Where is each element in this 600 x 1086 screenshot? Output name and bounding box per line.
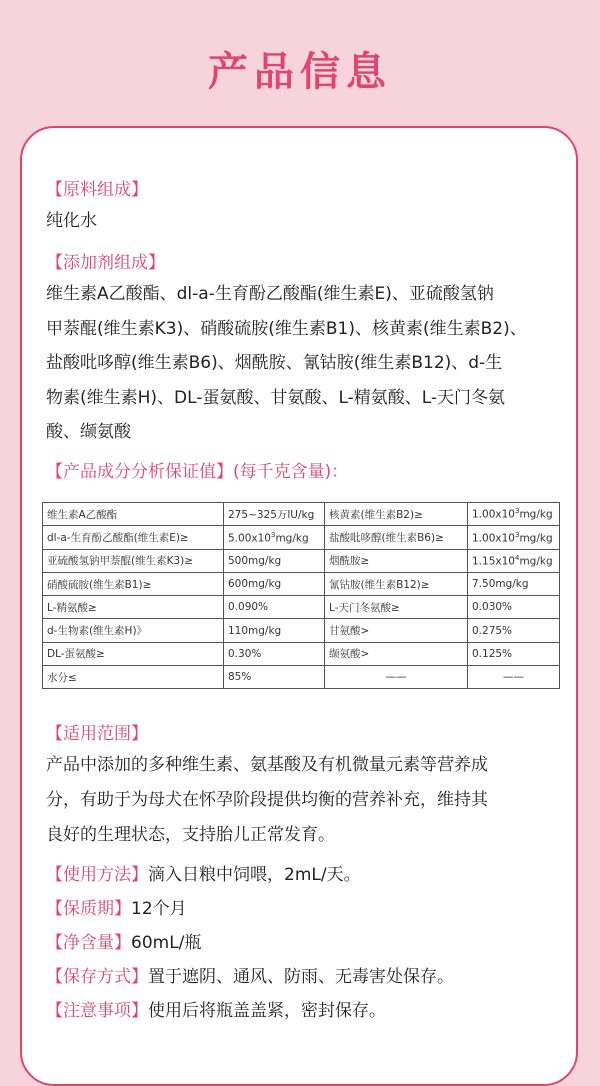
notes-row [46, 997, 558, 1025]
cell-exponent: 3 [514, 530, 520, 539]
table-row [43, 642, 560, 665]
table-cell: d-生物素(维生素H)》 [43, 619, 224, 642]
table-cell: 600mg/kg [224, 572, 325, 595]
cell-value: 5.00x10 [228, 532, 271, 545]
table-cell: 甘氨酸> [325, 619, 468, 642]
additives-section [46, 249, 558, 450]
table-cell: 500mg/kg [224, 549, 325, 572]
table-cell: —— [468, 666, 560, 689]
cell-exponent: 3 [514, 507, 520, 516]
ingredients-section [46, 176, 558, 238]
cell-unit: mg/kg [519, 555, 553, 568]
table-cell: 85% [224, 666, 325, 689]
cell-value: 1.15x10 [472, 555, 515, 568]
table-cell: 275~325万lU/kg [224, 503, 325, 526]
net-content-row [46, 929, 558, 957]
table-cell [468, 526, 560, 549]
scope-label: 【适用范围】 [46, 724, 148, 744]
shelf-life-value: 12个月 [131, 899, 187, 919]
additives-label: 【添加剂组成】 [46, 253, 165, 273]
table-row [43, 572, 560, 595]
additives-line: 盐酸吡哆醇(维生素B6)、烟酰胺、氰钴胺(维生素B12)、d-生 [46, 353, 503, 373]
analysis-heading [46, 458, 558, 486]
additives-text [46, 277, 558, 450]
notes-value: 使用后将瓶盖盖紧，密封保存。 [148, 1001, 386, 1021]
table-cell: 核黄素(维生素B2)≥ [325, 503, 468, 526]
table-cell: 亚硫酸氢钠甲萘醌(维生素K3)≥ [43, 549, 224, 572]
table-cell: 硝酸硫胺(维生素B1)≥ [43, 572, 224, 595]
table-cell [224, 526, 325, 549]
additives-line: 甲萘醌(维生素K3)、硝酸硫胺(维生素B1)、核黄素(维生素B2)、 [46, 318, 527, 339]
table-row [43, 619, 560, 642]
table-row [43, 549, 560, 572]
cell-value: 1.00x10 [472, 508, 515, 521]
storage-label: 【保存方式】 [46, 967, 148, 987]
ingredients-label: 【原料组成】 [46, 180, 148, 200]
analysis-table [42, 502, 560, 689]
table-cell: 0.030% [468, 596, 560, 619]
table-row [43, 596, 560, 619]
scope-line: 良好的生理状态，支持胎儿正常发育。 [46, 825, 335, 845]
cell-value: 1.00x10 [472, 532, 515, 545]
table-cell [468, 549, 560, 572]
table-cell: 0.125% [468, 642, 560, 665]
analysis-note: (每千克含量)： [233, 462, 349, 482]
table-cell: 氰钴胺(维生素B12)≥ [325, 572, 468, 595]
scope-section [46, 720, 558, 853]
table-cell: 0.090% [224, 596, 325, 619]
additives-line: 物素(维生素H)、DL-蛋氨酸、甘氨酸、L-精氨酸、L-天门冬氨 [46, 387, 506, 408]
table-row [43, 526, 560, 549]
cell-unit: mg/kg [519, 532, 553, 545]
usage-label: 【使用方法】 [46, 865, 148, 885]
table-cell: 水分≤ [43, 666, 224, 689]
cell-exponent: 3 [270, 530, 276, 539]
table-cell: 烟酰胺≥ [325, 549, 468, 572]
table-cell: dl-a-生育酚乙酸酯(维生素E)≥ [43, 526, 224, 549]
net-content-value: 60mL/瓶 [131, 933, 202, 953]
storage-row [46, 963, 558, 991]
table-cell: 7.50mg/kg [468, 572, 560, 595]
cell-unit: mg/kg [275, 532, 309, 545]
table-cell: 维生素A乙酸酯 [43, 503, 224, 526]
net-content-label: 【净含量】 [46, 933, 131, 953]
usage-row [46, 861, 558, 889]
ingredients-value: 纯化水 [46, 211, 97, 231]
scope-line: 产品中添加的多种维生素、氨基酸及有机微量元素等营养成 [46, 755, 488, 775]
additives-line: 酸、缬氨酸 [46, 422, 131, 442]
shelf-life-label: 【保质期】 [46, 899, 131, 919]
cell-exponent: 4 [514, 553, 520, 562]
analysis-label: 【产品成分分析保证值】 [46, 462, 233, 482]
shelf-life-row [46, 895, 558, 923]
storage-value: 置于遮阴、通风、防雨、无毒害处保存。 [148, 967, 454, 987]
scope-line: 分，有助于为母犬在怀孕阶段提供均衡的营养补充，维持其 [46, 790, 488, 810]
cell-unit: mg/kg [519, 508, 553, 521]
usage-value: 滴入日粮中饲喂，2mL/天。 [148, 865, 361, 885]
page-title: 产品信息 [208, 49, 392, 95]
table-cell: 0.275% [468, 619, 560, 642]
additives-line: 维生素A乙酸酯、dl-a-生育酚乙酸酯(维生素E)、亚硫酸氢钠 [46, 284, 494, 304]
table-cell: 0.30% [224, 642, 325, 665]
table-cell [468, 503, 560, 526]
table-cell: 110mg/kg [224, 619, 325, 642]
table-cell: DL-蛋氨酸≥ [43, 642, 224, 665]
table-row [43, 666, 560, 689]
notes-label: 【注意事项】 [46, 1001, 148, 1021]
table-cell: L-天门冬氨酸≥ [325, 596, 468, 619]
product-info-card [20, 126, 578, 1086]
table-cell: 缬氨酸> [325, 642, 468, 665]
table-cell: L-精氨酸≥ [43, 596, 224, 619]
table-row [43, 503, 560, 526]
table-cell: —— [325, 666, 468, 689]
table-cell: 盐酸吡哆醇(维生素B6)≥ [325, 526, 468, 549]
scope-text [46, 748, 558, 853]
